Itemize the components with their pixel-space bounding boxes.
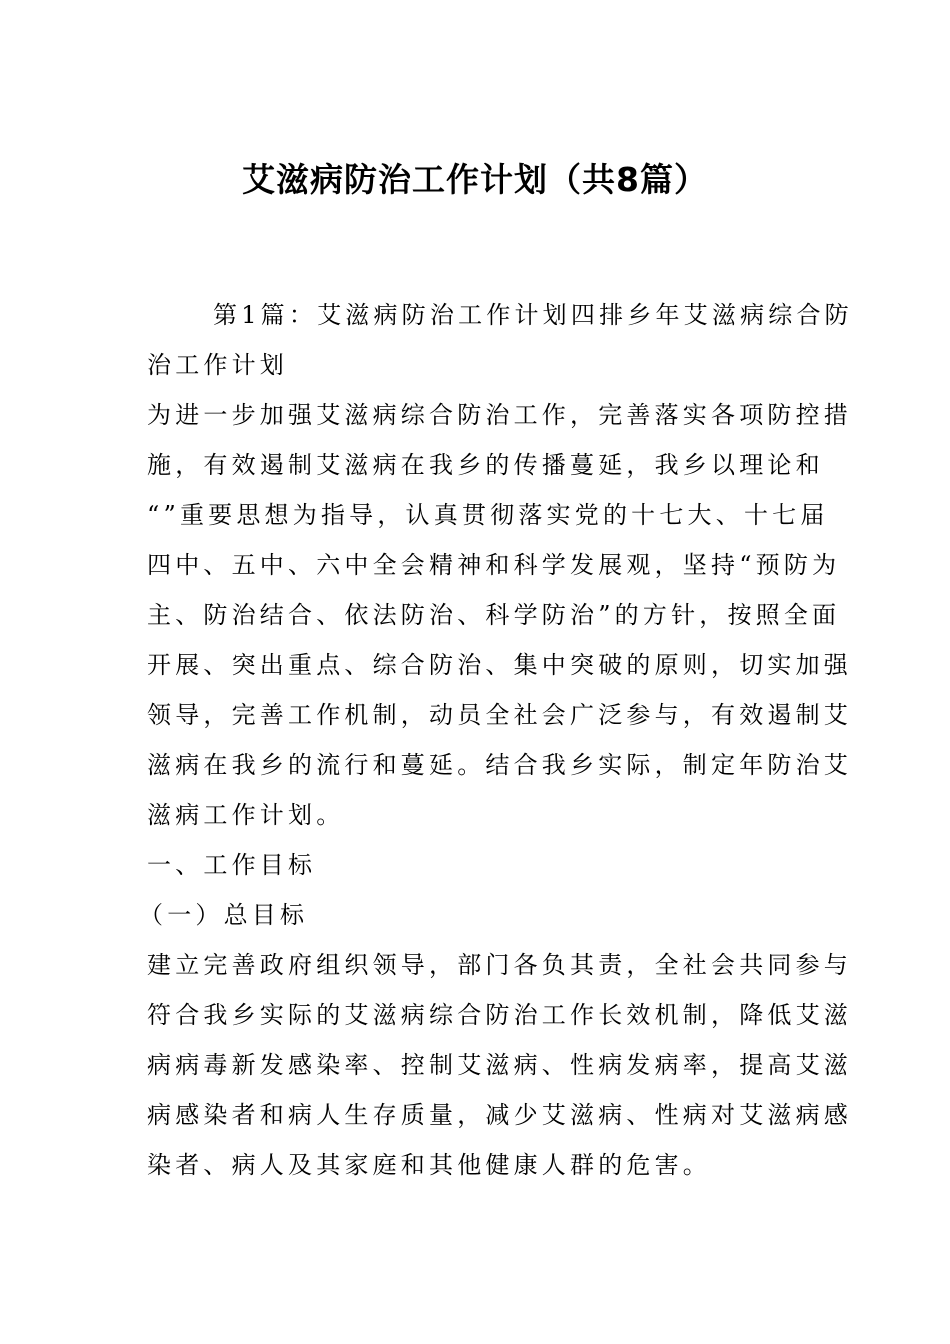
text-line: 为进一步加强艾滋病综合防治工作，完善落实各项防控措: [147, 401, 852, 429]
text-line: 病感染者和病人生存质量，减少艾滋病、性病对艾滋病感: [147, 1101, 852, 1129]
text-line: 主、防治结合、依法防治、科学防治”的方针，按照全面: [147, 601, 841, 629]
text-line: 病病毒新发感染率、控制艾滋病、性病发病率，提高艾滋: [147, 1051, 852, 1079]
text-line: 第1篇：艾滋病防治工作计划四排乡年艾滋病综合防: [213, 301, 853, 329]
text-line: 四中、五中、六中全会精神和科学发展观，坚持“预防为: [147, 551, 841, 579]
text-line: 领导，完善工作机制，动员全社会广泛参与，有效遏制艾: [147, 701, 852, 729]
text-line: 施，有效遏制艾滋病在我乡的传播蔓延，我乡以理论和: [147, 451, 824, 479]
text-line: 滋病工作计划。: [147, 801, 345, 829]
text-line: 滋病在我乡的流行和蔓延。结合我乡实际，制定年防治艾: [147, 751, 852, 779]
text-line: 治工作计划: [147, 351, 288, 379]
text-line: 建立完善政府组织领导，部门各负其责，全社会共同参与: [147, 951, 852, 979]
section-heading: 一、工作目标: [147, 851, 317, 879]
text-line: 开展、突出重点、综合防治、集中突破的原则，切实加强: [147, 651, 852, 679]
document-body: [139, 290, 853, 1190]
text-line: 染者、病人及其家庭和其他健康人群的危害。: [147, 1151, 711, 1179]
text-line: 符合我乡实际的艾滋病综合防治工作长效机制，降低艾滋: [147, 1001, 852, 1029]
subsection-heading: （一）总目标: [139, 901, 309, 929]
document-title: 艾滋病防治工作计划（共8篇）: [242, 160, 708, 199]
text-line: “”重要思想为指导，认真贯彻落实党的十七大、十七届: [147, 501, 829, 529]
